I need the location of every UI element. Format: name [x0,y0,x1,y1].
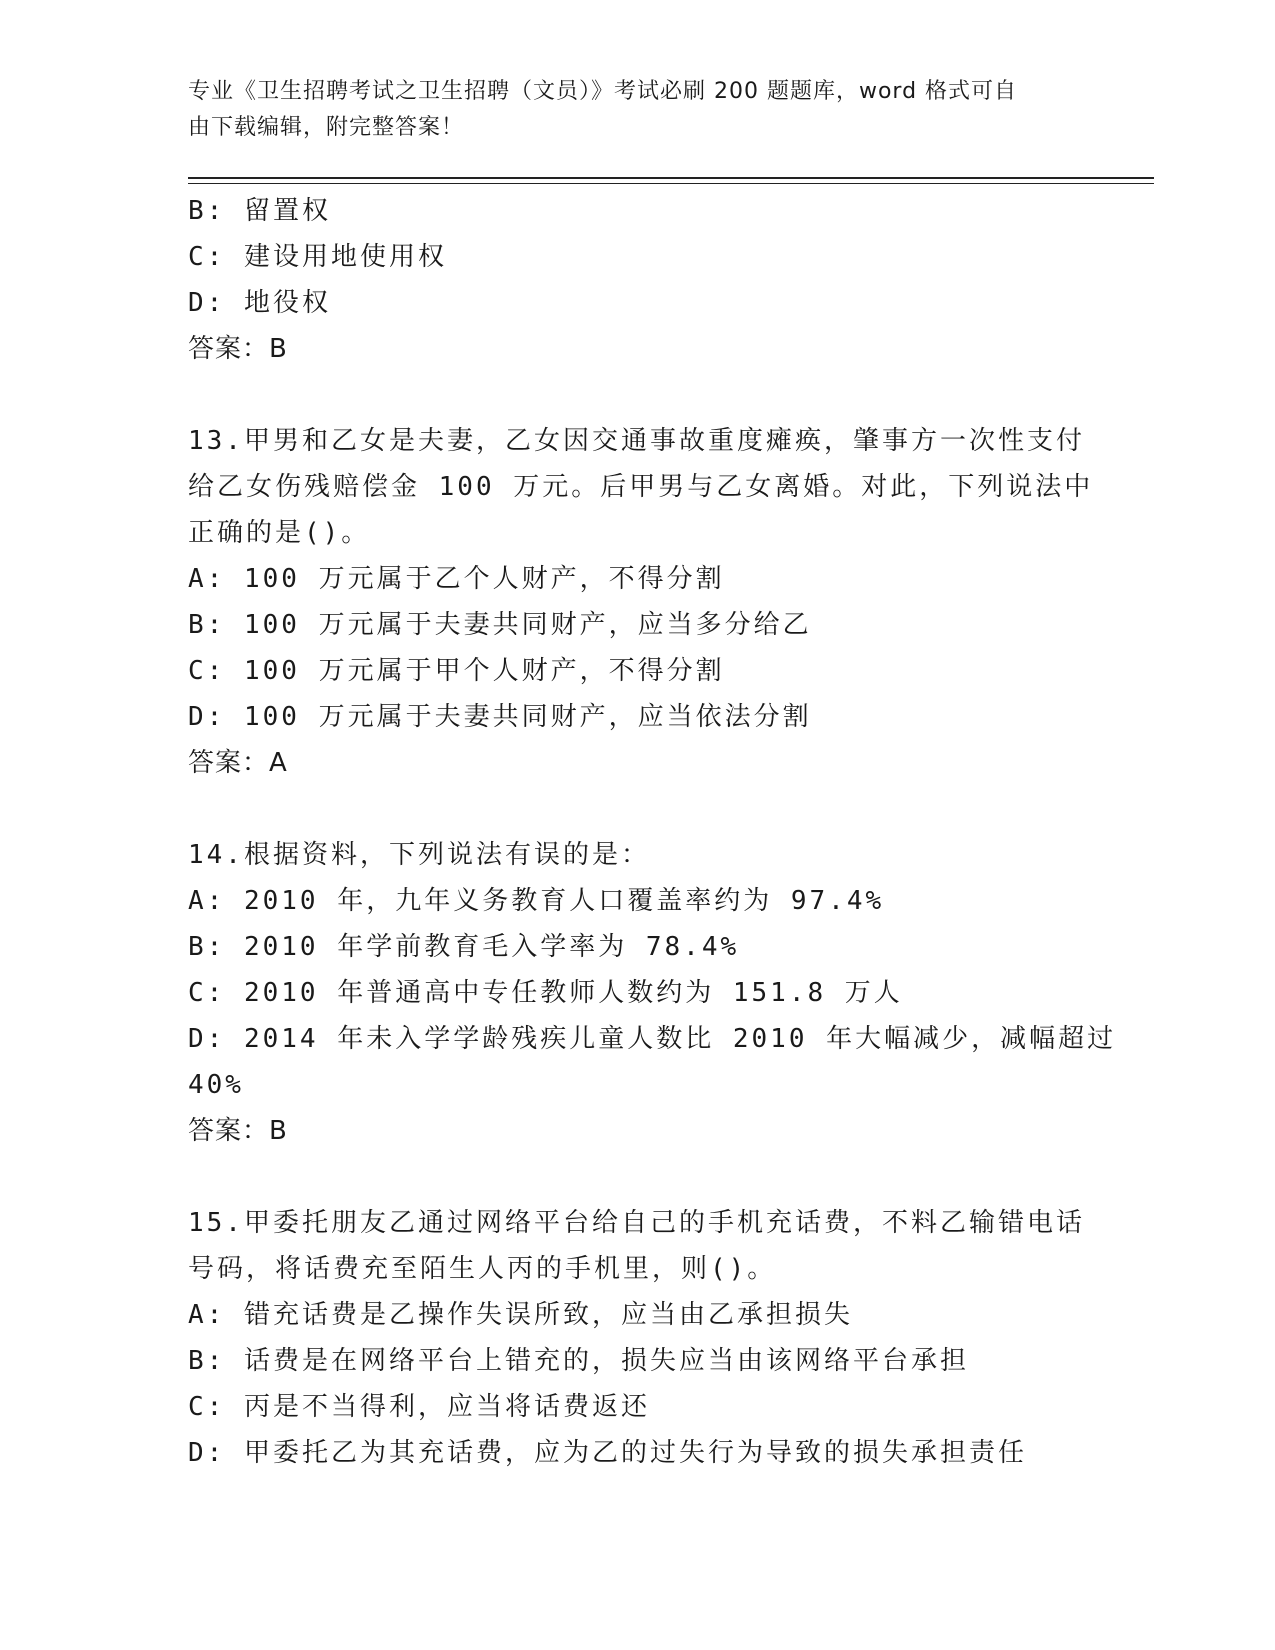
option-a: A: 100 万元属于乙个人财产，不得分割 [188,564,725,594]
option-b: B: 留置权 [188,196,331,226]
option-c: C: 建设用地使用权 [188,242,447,272]
option-c: C: 2010 年普通高中专任教师人数约为 151.8 万人 [188,978,903,1008]
header-line-1: 专业《卫生招聘考试之卫生招聘（文员）》考试必刷 200 题题库，word 格式可自 [188,79,1018,104]
option-a: A: 2010 年，九年义务教育人口覆盖率约为 97.4% [188,886,885,916]
header-rule-thin [188,183,1154,184]
question-content [188,188,1117,1476]
answer-line: 答案：B [188,1116,288,1146]
option-c: C: 丙是不当得利，应当将话费返还 [188,1392,650,1422]
option-d-continued: 40% [188,1070,244,1100]
answer-line: 答案：A [188,748,288,778]
question-stem-line: 号码，将话费充至陌生人丙的手机里，则()。 [188,1254,777,1284]
option-d: D: 2014 年未入学学龄残疾儿童人数比 2010 年大幅减少，减幅超过 [188,1024,1117,1054]
question-stem-line: 15.甲委托朋友乙通过网络平台给自己的手机充话费，不料乙输错电话 [188,1208,1085,1238]
question-13 [188,418,1094,786]
document-header [188,74,1068,146]
option-d: D: 100 万元属于夫妻共同财产，应当依法分割 [188,702,812,732]
question-stem-line: 给乙女伤残赔偿金 100 万元。后甲男与乙女离婚。对此，下列说法中 [188,472,1094,502]
option-b: B: 100 万元属于夫妻共同财产，应当多分给乙 [188,610,812,640]
question-stem-line: 14.根据资料，下列说法有误的是： [188,840,650,870]
option-b: B: 话费是在网络平台上错充的，损失应当由该网络平台承担 [188,1346,969,1376]
option-b: B: 2010 年学前教育毛入学率为 78.4% [188,932,740,962]
answer-line: 答案：B [188,334,288,364]
header-line-2: 由下载编辑，附完整答案！ [188,115,465,140]
option-a: A: 错充话费是乙操作失误所致，应当由乙承担损失 [188,1300,853,1330]
question-12 [188,188,1088,372]
question-15 [188,1200,1088,1476]
option-d: D: 地役权 [188,288,331,318]
question-stem-line: 13.甲男和乙女是夫妻，乙女因交通事故重度瘫痪，肇事方一次性支付 [188,426,1085,456]
option-c: C: 100 万元属于甲个人财产，不得分割 [188,656,725,686]
question-14 [188,832,1117,1154]
option-d: D: 甲委托乙为其充话费，应为乙的过失行为导致的损失承担责任 [188,1438,1027,1468]
question-stem-line: 正确的是()。 [188,518,371,548]
header-rule-thick [188,177,1154,179]
